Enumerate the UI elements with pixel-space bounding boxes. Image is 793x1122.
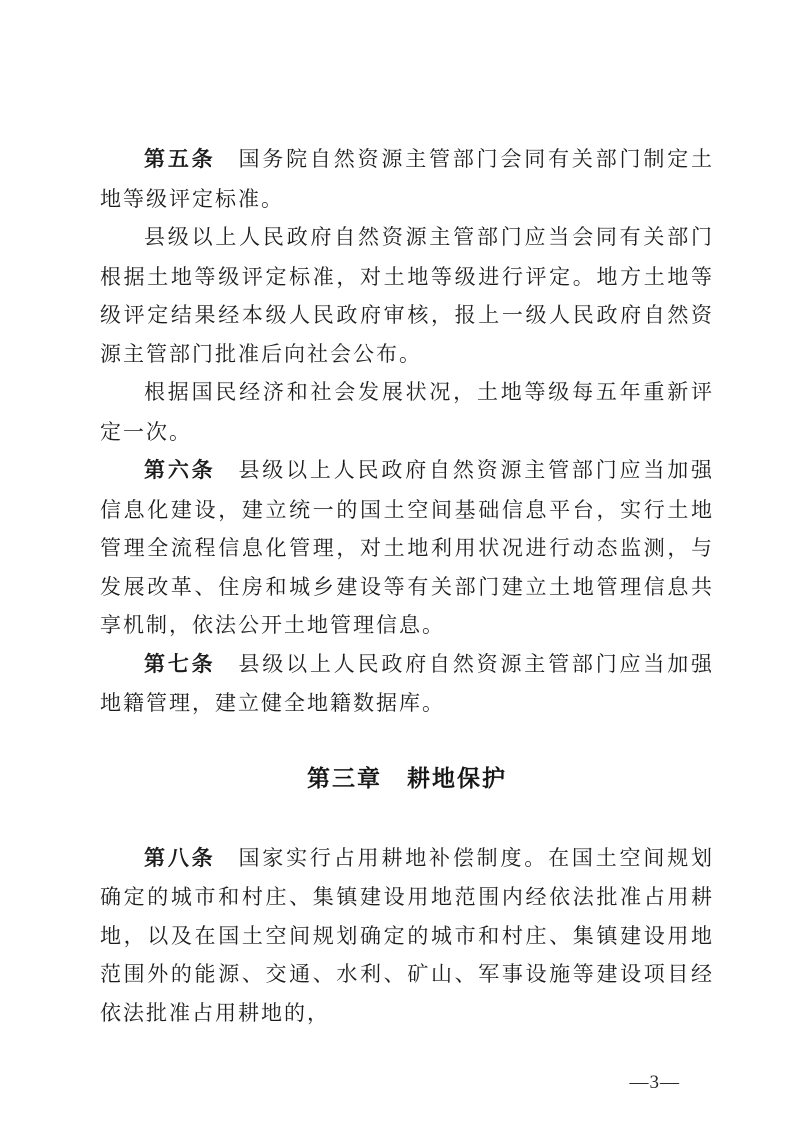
article-number-label: 第七条 [144, 652, 216, 676]
paragraph-article-6 [100, 451, 714, 645]
paragraph-text: 国务院自然资源主管部门会同有关部门制定土地等级评定标准。 [100, 147, 715, 211]
paragraph-text: 根据国民经济和社会发展状况，土地等级每五年重新评定一次。 [100, 380, 714, 444]
paragraph-article-5-cont-1 [100, 218, 714, 373]
paragraph-article-8 [100, 839, 714, 1033]
paragraph-article-5 [100, 140, 714, 218]
article-number-label: 第六条 [144, 459, 216, 482]
paragraph-text: 县级以上人民政府自然资源主管部门应当加强地籍管理，建立健全地籍数据库。 [100, 651, 715, 715]
paragraph-text: 县级以上人民政府自然资源主管部门应当会同有关部门根据土地等级评定标准，对土地等级进行评定。地方土地等级评定结果经本级人民政府审核，报上一级人民政府自然资源主管部门批准后向社会公布。 [100, 225, 714, 366]
chapter-heading: 第三章 耕地保护 [307, 764, 507, 791]
paragraph-article-5-cont-2 [100, 373, 714, 451]
paragraph-text: 国家实行占用耕地补偿制度。在国土空间规划确定的城市和村庄、集镇建设用地范围内经依法批准占用耕地，以及在国土空间规划确定的城市和村庄、集镇建设用地范围外的能源、交通、水利、矿山、军事设施等建设项目经依法批准占用耕地的， [100, 845, 715, 1025]
document-body [100, 140, 714, 1032]
article-number-label: 第五条 [144, 148, 216, 171]
paragraph-text: 县级以上人民政府自然资源主管部门应当加强信息化建设，建立统一的国土空间基础信息平台，实行土地管理全流程信息化管理，对土地利用状况进行动态监测，与发展改革、住房和城乡建设等有关部门建立土地管理信息共享机制，依法公开土地管理信息。 [100, 458, 715, 637]
paragraph-article-7 [100, 645, 714, 723]
article-number-label: 第八条 [144, 846, 216, 870]
page-number: —3— [629, 1072, 680, 1093]
